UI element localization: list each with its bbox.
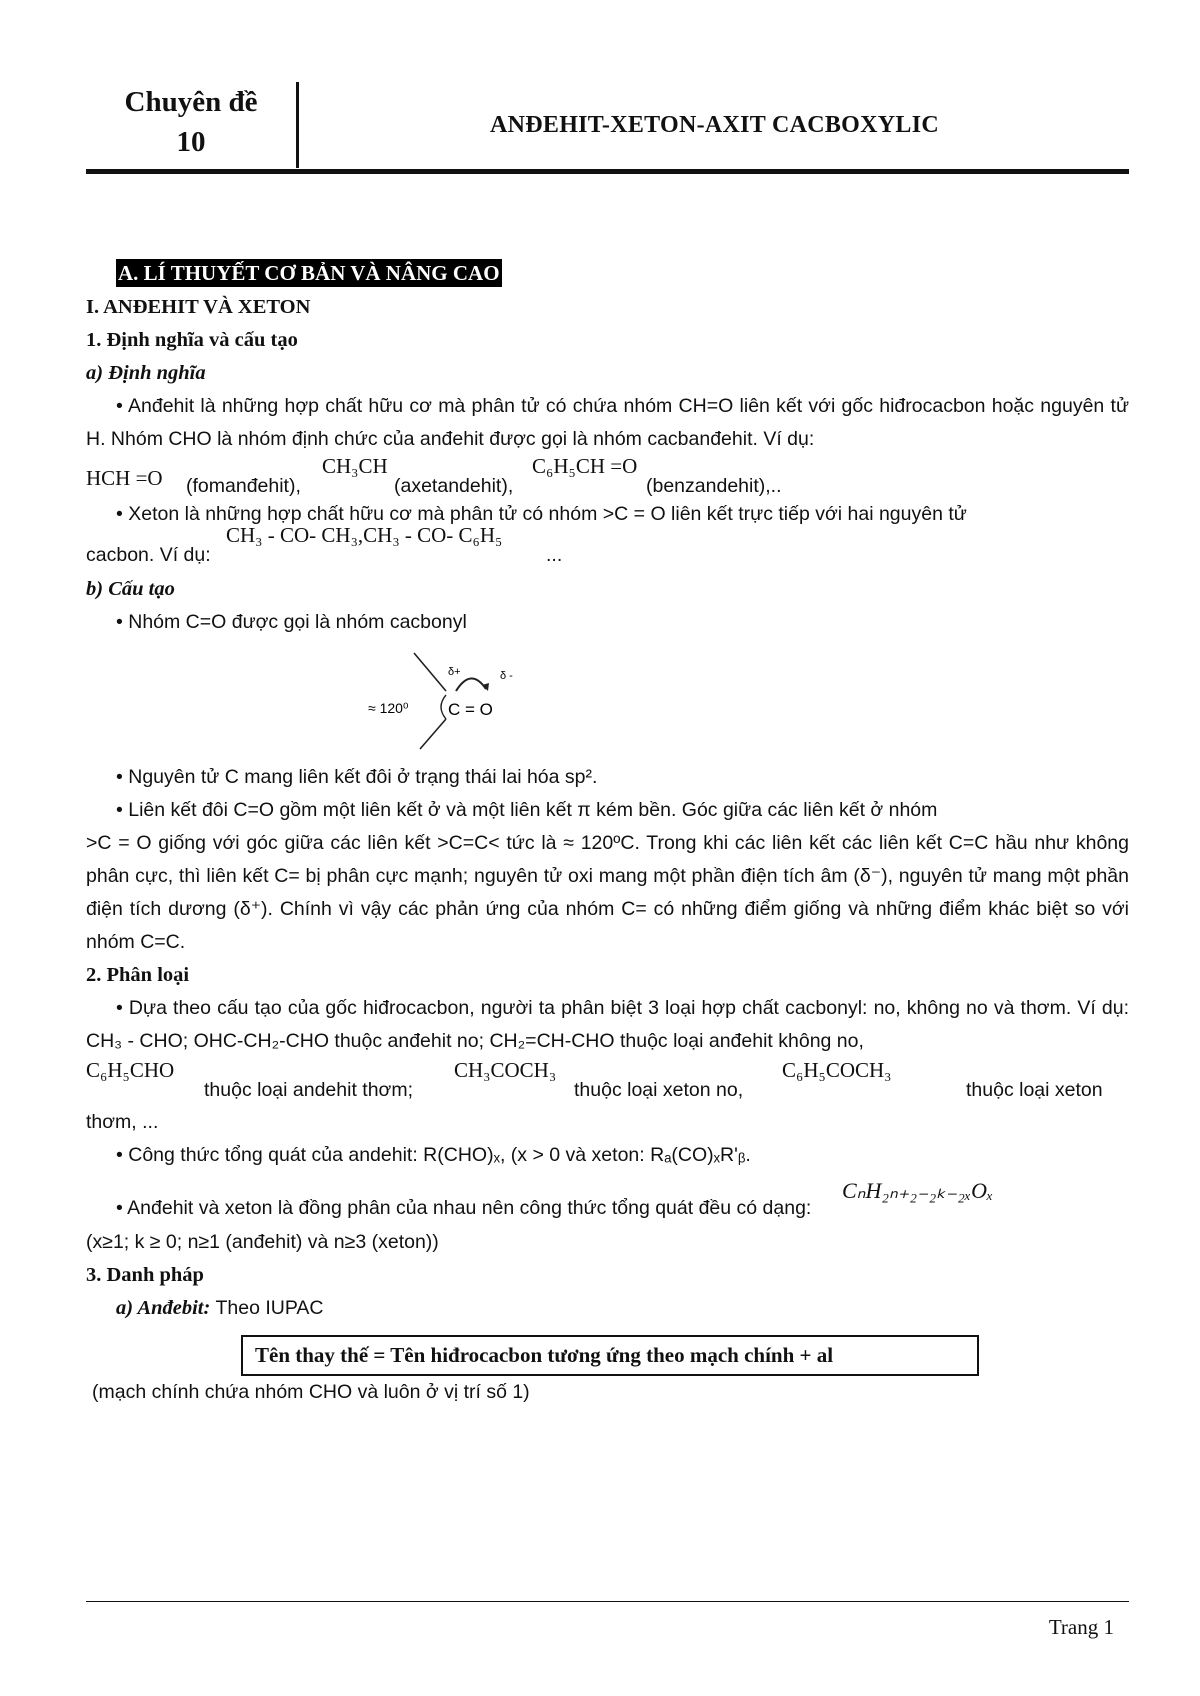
bond-lower (420, 719, 446, 749)
formula-c6h5coch3: C₆H₅COCH₃ (782, 1058, 892, 1082)
name-fomandehit: (fomanđehit), (186, 475, 301, 497)
heading-naming: 3. Danh pháp (86, 1264, 204, 1286)
paragraph-carbonyl: • Nhóm C=O được gọi là nhóm cacbonyl (116, 611, 467, 633)
heading-definition-structure: 1. Định nghĩa và cấu tạo (86, 329, 298, 351)
paragraph-classification: • Dựa theo cấu tạo của gốc hiđrocacbon, người ta phân biệt 3 loại hợp chất cacbonyl: no, không no và thơm. Ví dụ: CH₃ - CHO; OHC-CH₂-CHO thuộc anđehit no; CH₂=CH-CHO thuộc loại anđehit không no, (86, 997, 1129, 1052)
paragraph-general-formula: • Công thức tổng quát của andehit: R(CHO)ₓ, (x > 0 và xeton: Rₐ(CO)ₓR'ᵦ. (116, 1144, 751, 1166)
carbonyl-structure-svg (368, 645, 556, 755)
example-line-2 (86, 523, 1129, 573)
paragraph-classification-end: thơm, ... (86, 1111, 159, 1133)
delta-minus-label: δ - (500, 670, 513, 682)
section-a-heading: A. LÍ THUYẾT CƠ BẢN VÀ NÂNG CAO (118, 261, 500, 285)
xeton-example-tail: ... (546, 544, 563, 566)
paragraph-xeton: • Xeton là những hợp chất hữu cơ mà phân tử có nhóm >C = O liên kết trực tiếp với hai nguyên tử (116, 503, 967, 525)
formula-c6h5cho-2: C₆H₅CHO (86, 1058, 175, 1082)
polarity-arrow (456, 678, 486, 691)
carbonyl-diagram (86, 645, 1129, 755)
paragraph-andebit (116, 1292, 1129, 1325)
angle-label: ≈ 120⁰ (368, 700, 409, 716)
note-xeton-no: thuộc loại xeton no, (574, 1079, 744, 1101)
paragraph-double-bond-1: • Liên kết đôi C=O gồm một liên kết ở và một liên kết π kém bền. Góc giữa các liên kết ở nhóm (116, 799, 938, 821)
formula-xeton-examples: CH₃ - CO- CH₃,CH₃ - CO- C₆H₅ (226, 523, 503, 547)
paragraph-sp2: • Nguyên tử C mang liên kết đôi ở trạng thái lai hóa sp². (116, 766, 598, 788)
heading-classification: 2. Phân loại (86, 964, 190, 986)
paragraph-isomer: • Anđehit và xeton là đồng phân của nhau nên công thức tổng quát đều có dạng: (116, 1197, 812, 1219)
chapter-label: Chuyên đề (124, 86, 258, 118)
heading-structure: b) Cấu tạo (86, 578, 175, 600)
paragraph-rule-note: (mạch chính chứa nhóm CHO và luôn ở vị trí số 1) (92, 1381, 530, 1403)
part-1-heading: I. ANĐEHIT VÀ XETON (86, 296, 311, 318)
formula-c6h5cho: C₆H₅CH =O (532, 454, 638, 478)
andebit-iupac: Theo IUPAC (215, 1297, 324, 1319)
example-line-1 (86, 456, 1129, 498)
formula-ch3coch3: CH₃COCH₃ (454, 1058, 557, 1082)
paragraph-andehit: • Anđehit là những hợp chất hữu cơ mà phân tử có chứa nhóm CH=O liên kết với gốc hiđrocacbon hoặc nguyên tử H. Nhóm CHO là nhóm định chức của anđehit được gọi là nhóm cacbanđehit. Ví dụ: (86, 395, 1129, 450)
formula-isomer-general: CₙH₂ₙ₊₂₋₂ₖ₋₂ₓOₓ (842, 1178, 994, 1203)
page-number: Trang 1 (1048, 1615, 1114, 1639)
example-line-3 (86, 1058, 1129, 1100)
note-andehit-thom: thuộc loại andehit thơm; (204, 1079, 413, 1101)
naming-rule-box: Tên thay thế = Tên hiđrocacbon tương ứng theo mạch chính + al (241, 1335, 979, 1376)
heading-andebit: a) Anđebit: (116, 1297, 211, 1319)
chapter-label-block (86, 82, 296, 168)
formula-ch3ch: CH₃CH (322, 454, 388, 478)
chapter-number: 10 (176, 126, 206, 158)
page-content (86, 258, 1129, 1409)
paragraph-conditions: (x≥1; k ≥ 0; n≥1 (anđehit) và n≥3 (xeton)) (86, 1231, 439, 1253)
paragraph-double-bond-2: >C = O giống với góc giữa các liên kết >C=C< tức là ≈ 120ºC. Trong khi các liên kết các liên kết C=C hầu như không phân cực, thì liên kết C= bị phân cực mạnh; nguyên tử oxi mang một phần điện tích âm (δ⁻), nguyên tử mang một phần điện tích dương (δ⁺). Chính vì vậy các phản ứng của nhóm C= có những điểm giống và những điểm khác biệt so với nhóm C=C. (86, 832, 1129, 953)
delta-plus-label: δ+ (448, 666, 461, 678)
xeton-example-lead: cacbon. Ví dụ: (86, 544, 211, 566)
formula-hch-o: HCH =O (86, 466, 163, 490)
bond-upper (414, 653, 446, 691)
name-axetandehit: (axetandehit), (394, 475, 514, 497)
chapter-header (86, 82, 1129, 172)
header-rule (86, 169, 1129, 174)
header-divider (296, 82, 299, 168)
isomer-line (86, 1180, 1129, 1226)
angle-arc (441, 695, 446, 719)
bond-label: C = O (448, 700, 493, 719)
note-xeton-thom: thuộc loại xeton (966, 1079, 1103, 1101)
name-benzandehit: (benzandehit),.. (646, 475, 782, 497)
heading-definition: a) Định nghĩa (86, 362, 206, 384)
chapter-title: ANĐEHIT-XETON-AXIT CACBOXYLIC (489, 111, 939, 138)
footer-rule (86, 1601, 1129, 1602)
